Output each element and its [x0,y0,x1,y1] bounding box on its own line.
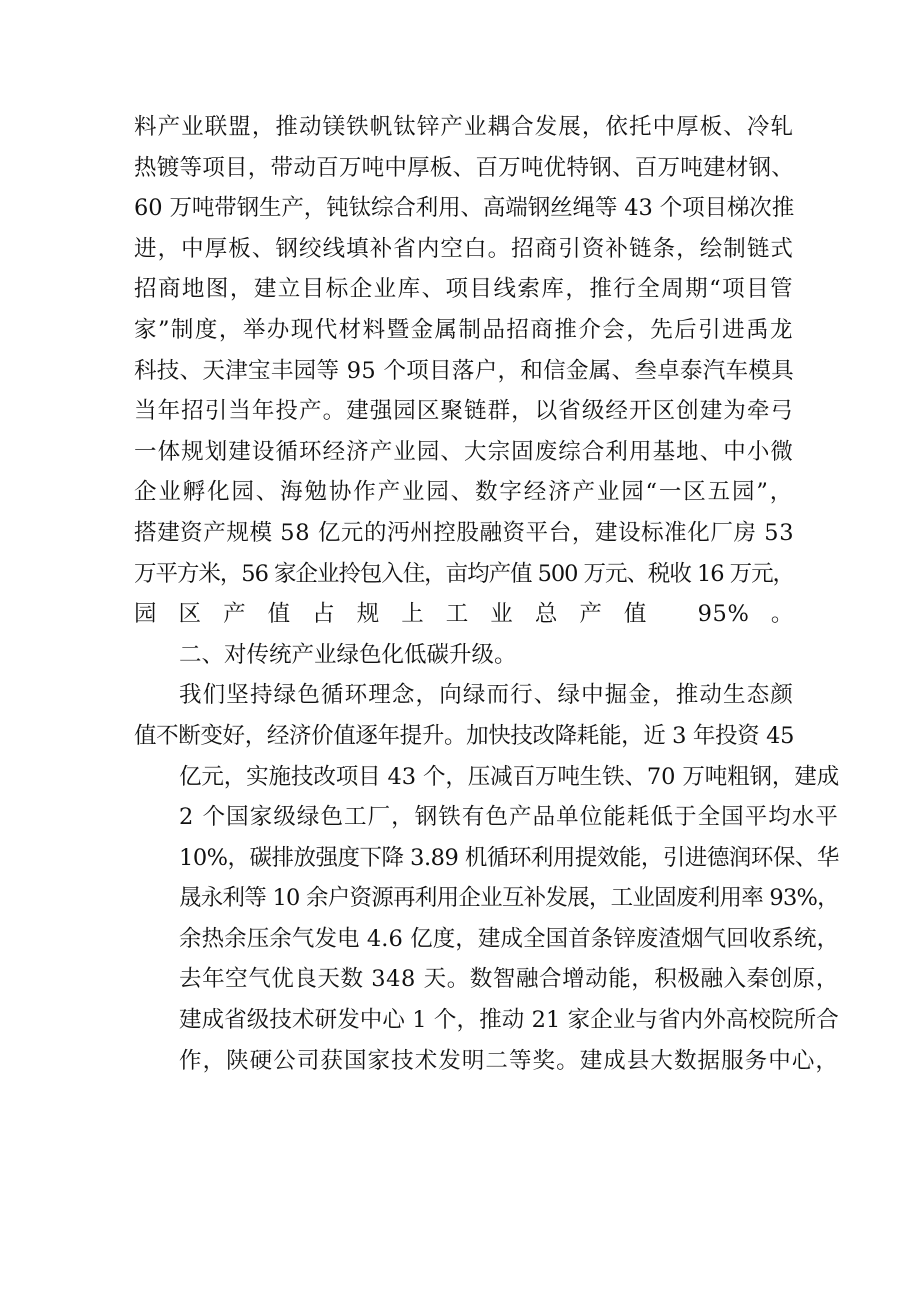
text-line: 科技、天津宝丰园等 95 个项目落户，和信金属、叁卓泰汽车模具 [134,357,795,384]
text-line: 热镀等项目，带动百万吨中厚板、百万吨优特钢、百万吨建材钢、 [134,154,795,181]
section-heading [134,635,794,676]
text-line: 家”制度，举办现代材料暨金属制品招商推介会，先后引进禹龙 [134,316,794,343]
text-line: 万平方米，56 家企业拎包入住，亩均产值 500 万元、税收 16 万元， [134,560,794,587]
text-line: 招商地图，建立目标企业库、项目线索库，推行全周期“项目管 [134,276,794,303]
text-line: 建成省级技术研发中心 1 个，推动 21 家企业与省内外高校院所合 [179,1007,839,1034]
text-line: 园区产值占规上工业总产值 95%。 [134,601,794,628]
text-line: 料产业联盟，推动镁铁帆钛锌产业耦合发展，依托中厚板、冷轧 [134,114,794,140]
text-line: 搭建资产规模 58 亿元的沔州控股融资平台，建设标准化厂房 53 [134,519,795,546]
text-line: 企业孵化园、海勉协作产业园、数字经济产业园“一区五园”， [134,479,795,506]
text-line: 去年空气优良天数 348 天。数智融合增动能，积极融入秦创原， [179,966,839,993]
paragraph-industrial-chain [134,107,794,635]
text-line: 我们坚持绿色循环理念，向绿而行、绿中掘金，推动生态颜 [179,682,794,709]
text-line: 当年招引当年投产。建强园区聚链群，以省级经开区创建为牵弓 [134,398,794,425]
document-page [134,107,840,1081]
text-line: 晟永利等 10 余户资源再利用企业互补发展，工业固废利用率 93%， [179,885,839,912]
text-line: 60 万吨带钢生产，钝钛综合利用、高端钢丝绳等 43 个项目梯次推 [134,195,795,222]
text-line: 进，中厚板、钢绞线填补省内空白。招商引资补链条，绘制链式 [134,235,794,262]
text-line: 作，陕硬公司获国家技术发明二等奖。建成县大数据服务中心， [179,1047,839,1074]
text-line: 值不断变好，经济价值逐年提升。加快技改降耗能，近 3 年投资 45 [134,722,795,749]
section-heading-text: 二、对传统产业绿色化低碳升级。 [179,641,517,668]
text-line: 亿元，实施技改项目 43 个，压减百万吨生铁、70 万吨粗钢，建成 [179,763,840,790]
text-line: 一体规划建设循环经济产业园、大宗固废综合利用基地、中小微 [134,438,794,465]
text-line: 余热余压余气发电 4.6 亿度，建成全国首条锌废渣烟气回收系统， [179,925,840,952]
text-line: 2 个国家级绿色工厂，钢铁有色产品单位能耗低于全国平均水平 [179,804,839,831]
paragraph-green-upgrade [134,675,840,1081]
text-line: 10%，碳排放强度下降 3.89 机循环利用提效能，引进德润环保、华 [179,844,839,871]
